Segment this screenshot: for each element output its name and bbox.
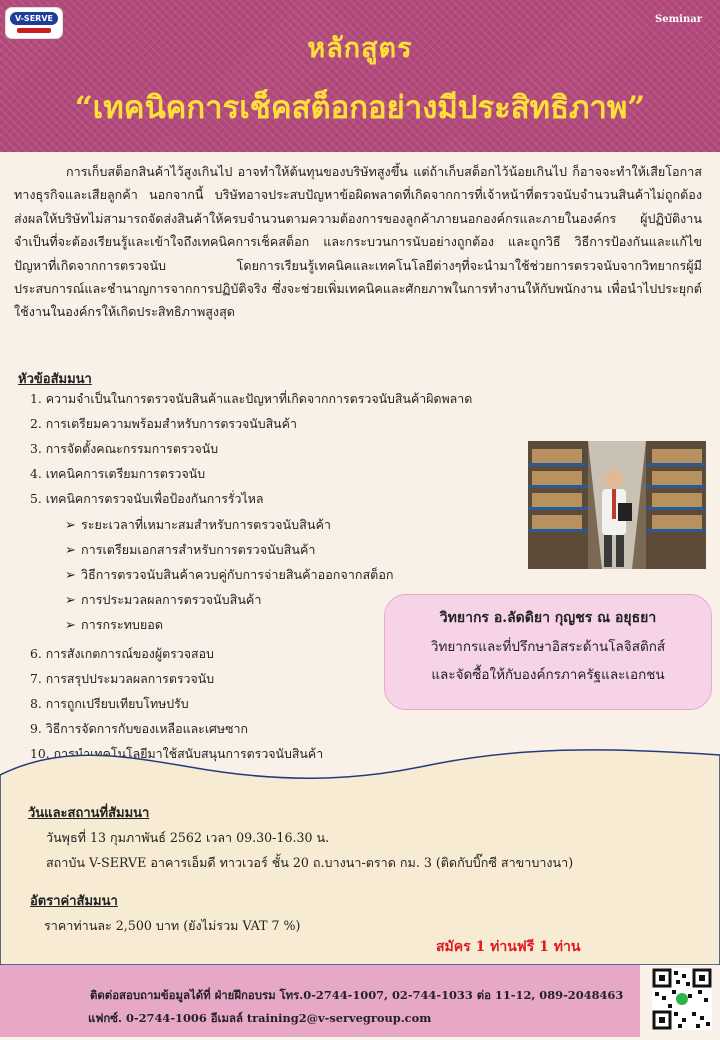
instructor-name: วิทยากร อ.ลัดดิยา กุญชร ณ อยุธยา (439, 610, 657, 626)
warehouse-photo (528, 441, 706, 569)
topic-item: 4. เทคนิคการเตรียมการตรวจนับ (30, 466, 206, 481)
topic-item: 10. การนำเทคโนโลยีมาใช้สนับสนุนการตรวจนับสินค้า (30, 746, 324, 761)
header-banner (0, 0, 720, 152)
arrow-icon: ➢ (65, 543, 76, 558)
venue-place: สถาบัน V-SERVE อาคารเอ็มดี ทาวเวอร์ ชั้น 20 ถ.บางนา-ตราด กม. 3 (ติดกับบิ๊กซี สาขาบางนา) (46, 855, 574, 870)
topic-subitem: ➢ การกระทบยอด (65, 617, 164, 633)
course-title: “เทคนิคการเช็คสต็อกอย่างมีประสิทธิภาพ” (74, 90, 646, 126)
arrow-icon: ➢ (65, 593, 76, 608)
topic-item: 7. การสรุปประมวลผลการตรวจนับ (30, 671, 215, 686)
topic-subitem: ➢ วิธีการตรวจนับสินค้าควบคู่กับการจ่ายสินค้าออกจากสต็อก (65, 567, 394, 583)
arrow-icon: ➢ (65, 568, 76, 583)
fee-price: ราคาท่านละ 2,500 บาท (ยังไม่รวม VAT 7 %) (44, 918, 301, 933)
course-label: หลักสูตร (307, 33, 413, 64)
qr-code-icon (652, 968, 712, 1030)
venue-heading: วันและสถานที่สัมมนา (28, 806, 150, 821)
intro-paragraph: การเก็บสต็อกสินค้าไว้สูงเกินไป อาจทำให้ต้นทุนของบริษัทสูงขึ้น แต่ถ้าเก็บสต็อกไว้น้อยเกินไป ก็อาจจะทำให้เสียโอกาสทางธุรกิจและเสียลูกค้า นอกจากนี้ บริษัทอาจประสบปัญหาข้อผิดพลาดที่เกิดจากการที่เจ้าหน้าที่ตรวจนับจำนวนสินค้าไม่ถูกต้อง ส่งผลให้บริษัทไม่สามารถจัดส่งสินค้าให้ครบจำนวนตามความต้องการของลูกค้าภายนอกองค์กรและภายในองค์กร ผู้ปฏิบัติงานจำเป็นที่จะต้องเรียนรู้และเข้าใจถึงเทคนิคการเช็คสต็อก และกระบวนการนับอย่างถูกต้อง และถูกวิธี วิธีการป้องกันและแก้ไขปัญหาที่เกิดจากการตรวจนับ โดยการเรียนรู้เทคนิคและเทคโนโลยีต่างๆที่จะนำมาใช้ช่วยการตรวจนับจากวิทยากรผู้มีประสบการณ์และชำนาญการจากการปฏิบัติจริง ซึ่งจะช่วยเพิ่มเทคนิคและศักยภาพในการทำงานให้กับพนักงาน เพื่อนำไปประยุกต์ใช้งานในองค์กรให้เกิดประสิทธิภาพสูงสุด (14, 164, 702, 320)
topic-item: 8. การถูกเปรียบเทียบโทษปรับ (30, 696, 189, 711)
topic-item: 9. วิธีการจัดการกับของเหลือและเศษซาก (30, 721, 248, 736)
qr-graphic (652, 968, 712, 1030)
venue-date: วันพุธที่ 13 กุมภาพันธ์ 2562 เวลา 09.30-16.30 น. (46, 830, 330, 845)
instructor-title-line1: วิทยากรและที่ปรึกษาอิสระด้านโลจิสติกส์ (430, 639, 666, 655)
topics-heading: หัวข้อสัมมนา (18, 372, 92, 387)
arrow-icon: ➢ (65, 518, 76, 533)
topic-subitem: ➢ ระยะเวลาที่เหมาะสมสำหรับการตรวจนับสินค้า (65, 517, 331, 533)
fee-heading: อัตราค่าสัมมนา (30, 894, 118, 909)
contact-phone: ติดต่อสอบถามข้อมูลได้ที่ ฝ่ายฝึกอบรม โทร.0-2744-1007, 02-744-1033 ต่อ 11-12, 089-2048463 (90, 988, 624, 1002)
logo-text: V-SERVE (10, 12, 58, 25)
topic-subitem: ➢ การประมวลผลการตรวจนับสินค้า (65, 592, 262, 608)
topic-item: 3. การจัดตั้งคณะกรรมการตรวจนับ (30, 441, 219, 456)
topic-item: 2. การเตรียมความพร้อมสำหรับการตรวจนับสินค้า (30, 416, 297, 431)
seminar-tag: Seminar (655, 14, 702, 25)
instructor-title-line2: และจัดซื้อให้กับองค์กรภาครัฐและเอกชน (431, 667, 665, 683)
topic-subitem: ➢ การเตรียมเอกสารสำหรับการตรวจนับสินค้า (65, 542, 316, 558)
warehouse-illustration (528, 441, 706, 569)
instructor-box (384, 594, 712, 710)
topic-item: 1. ความจำเป็นในการตรวจนับสินค้าและปัญหาที่เกิดจากการตรวจนับสินค้าผิดพลาด (30, 391, 473, 406)
arrow-icon: ➢ (65, 618, 76, 633)
topic-item: 5. เทคนิคการตรวจนับเพื่อป้องกันการรั่วไหล (30, 491, 264, 506)
contact-fax-email: แฟกซ์. 0-2744-1006 อีเมลล์ training2@v-servegroup.com (88, 1011, 432, 1025)
promo-text: สมัคร 1 ท่านฟรี 1 ท่าน (436, 939, 581, 955)
contact-footer (0, 965, 640, 1037)
topic-item: 6. การสังเกตการณ์ของผู้ตรวจสอบ (30, 646, 214, 661)
